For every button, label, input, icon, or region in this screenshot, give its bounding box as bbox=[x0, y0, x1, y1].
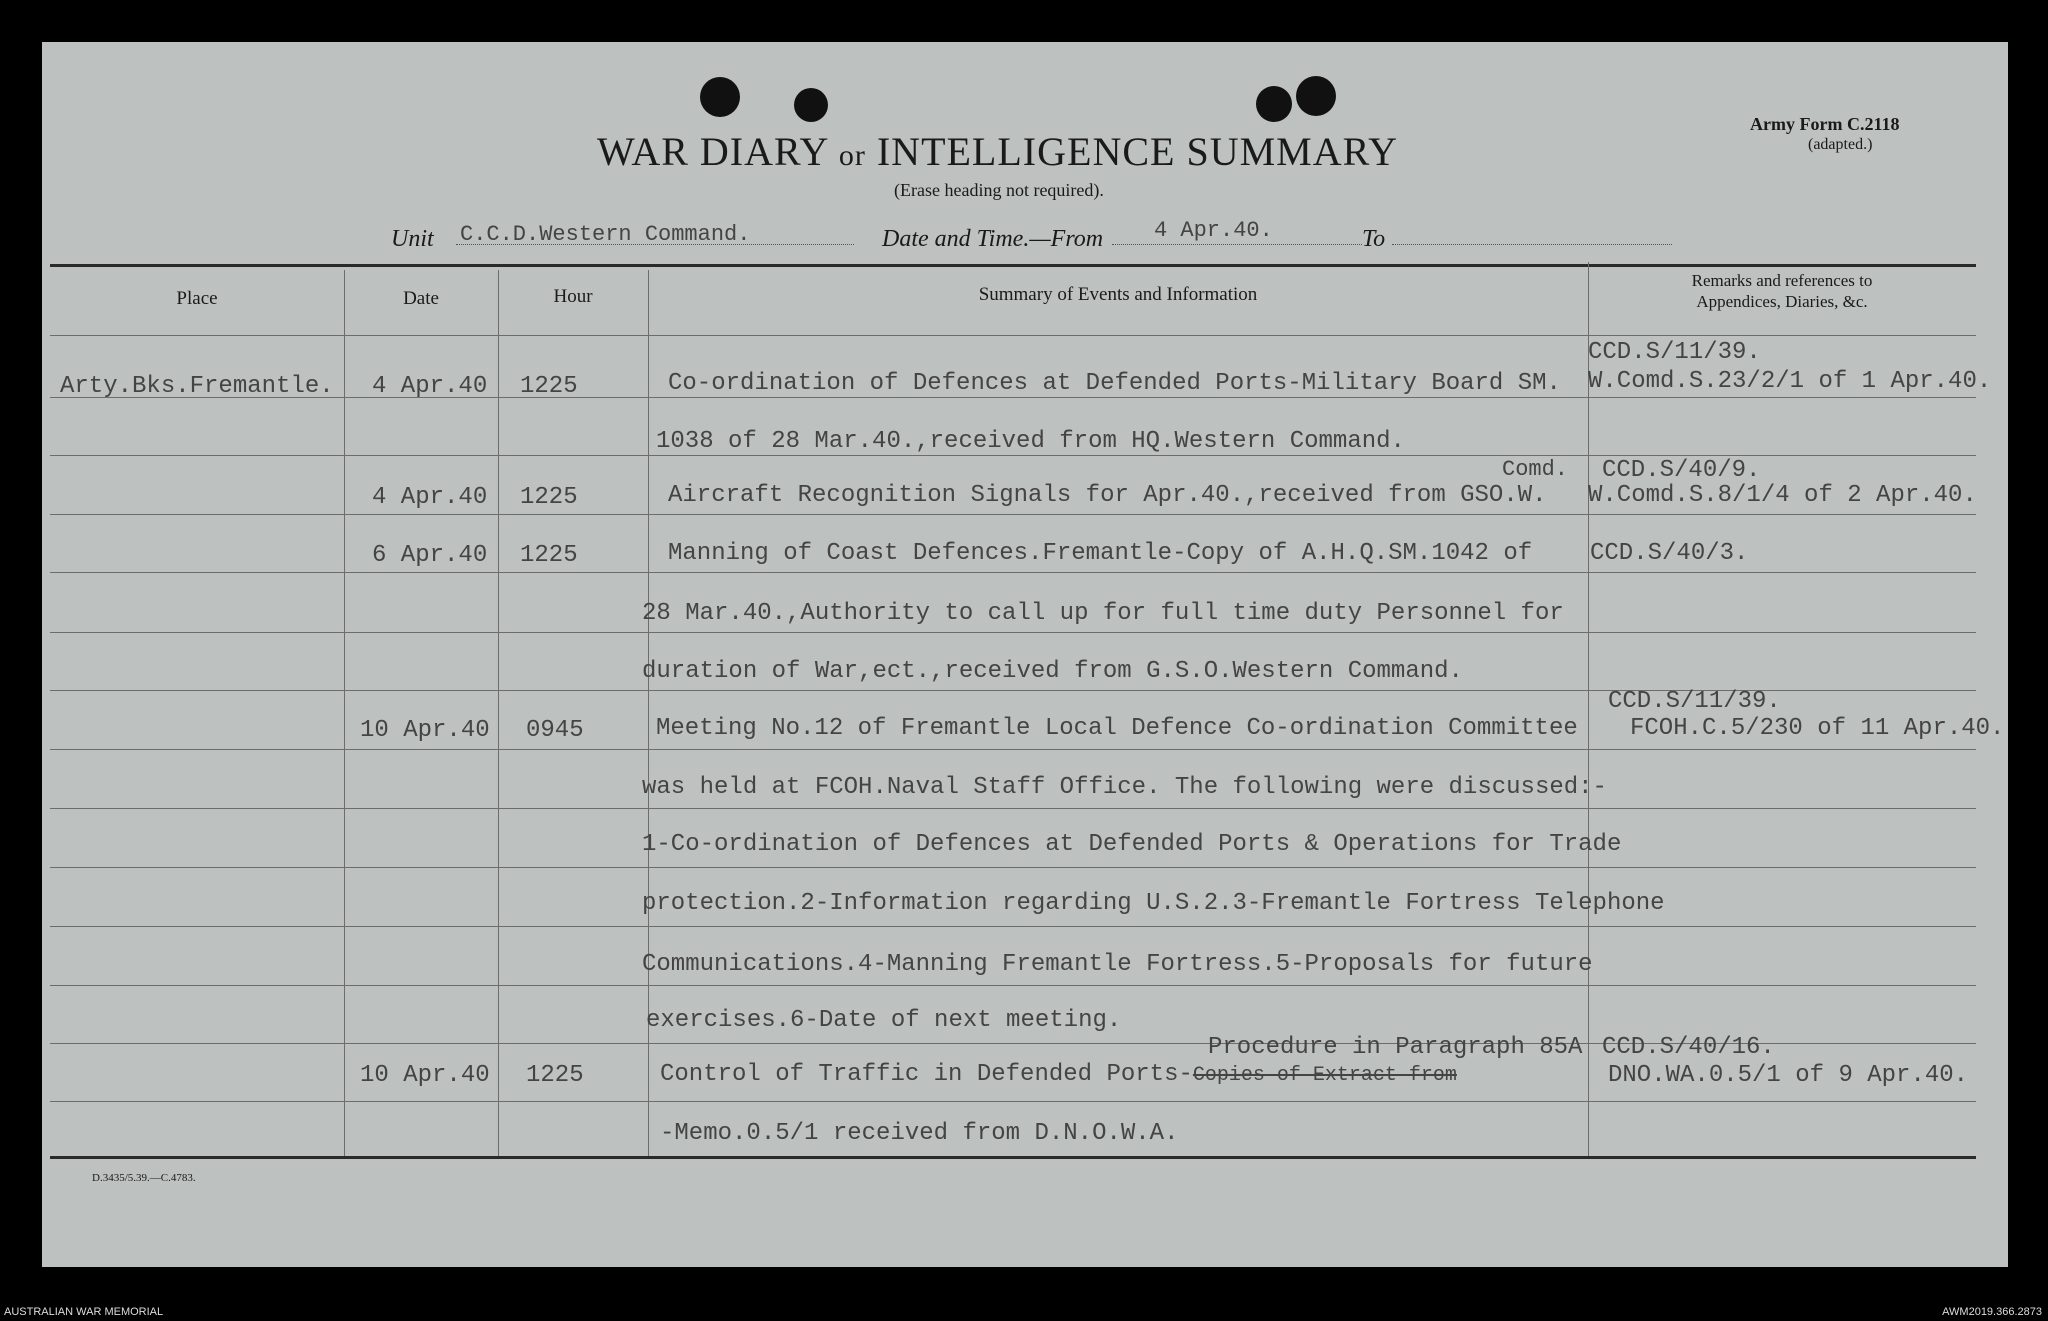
table-bottom-rule bbox=[50, 1156, 1976, 1159]
entry-summary: Aircraft Recognition Signals for Apr.40.,received from GSO.W. bbox=[668, 482, 1547, 509]
punch-hole bbox=[794, 88, 828, 122]
column-header-remarks: Remarks and references to Appendices, Diaries, &c. bbox=[1691, 271, 1873, 311]
row-rule bbox=[50, 632, 1976, 633]
army-form-number: Army Form C.2118 bbox=[1750, 114, 1900, 134]
entry-summary: 1038 of 28 Mar.40.,received from HQ.Western Command. bbox=[656, 428, 1405, 455]
entry-remarks-ref: CCD.S/11/39. bbox=[1588, 339, 1761, 366]
entry-date: 6 Apr.40 bbox=[372, 542, 488, 569]
row-rule bbox=[50, 926, 1976, 927]
unit-label: Unit bbox=[391, 226, 434, 252]
row-rule bbox=[50, 335, 1976, 336]
row-rule bbox=[50, 1101, 1976, 1102]
entry-summary: -Memo.0.5/1 received from D.N.O.W.A. bbox=[660, 1120, 1179, 1147]
column-header-summary: Summary of Events and Information bbox=[978, 284, 1258, 305]
entry-summary: exercises.6-Date of next meeting. bbox=[646, 1007, 1122, 1034]
entry-summary: duration of War,ect.,received from G.S.O.Western Command. bbox=[642, 658, 1463, 685]
date-from-value: 4 Apr.40. bbox=[1154, 218, 1273, 243]
date-from-dotted-line bbox=[1112, 244, 1362, 245]
army-form-note: (adapted.) bbox=[1808, 136, 1873, 153]
entry-hour: 1225 bbox=[520, 542, 578, 569]
punch-hole bbox=[700, 77, 740, 117]
date-to-dotted-line bbox=[1392, 244, 1672, 245]
page-title: WAR DIARY or INTELLIGENCE SUMMARY bbox=[597, 129, 1398, 174]
page-subtitle: (Erase heading not required). bbox=[894, 180, 1104, 200]
entry-summary: protection.2-Information regarding U.S.2.3-Fremantle Fortress Telephone bbox=[642, 890, 1665, 917]
entry-summary-note: Procedure in Paragraph 85A bbox=[1208, 1034, 1583, 1061]
entry-summary: Co-ordination of Defences at Defended Ports-Military Board SM. bbox=[668, 370, 1561, 397]
archive-credit: AUSTRALIAN WAR MEMORIAL bbox=[4, 1306, 164, 1318]
date-to-label: To bbox=[1362, 226, 1386, 252]
entry-remarks: DNO.WA.0.5/1 of 9 Apr.40. bbox=[1608, 1062, 1969, 1089]
struck-text: Copies of Extract from bbox=[1192, 1064, 1457, 1087]
entry-summary: was held at FCOH.Naval Staff Office. The following were discussed:- bbox=[642, 774, 1607, 801]
column-header-date: Date bbox=[403, 288, 439, 309]
row-rule bbox=[50, 985, 1976, 986]
date-label: Date and Time.—From bbox=[882, 226, 1104, 252]
punch-hole bbox=[1256, 86, 1292, 122]
entry-remarks-ref: CCD.S/11/39. bbox=[1608, 688, 1781, 715]
column-divider bbox=[498, 270, 499, 1156]
column-divider bbox=[344, 270, 345, 1156]
row-rule bbox=[50, 514, 1976, 515]
entry-date: 4 Apr.40 bbox=[372, 373, 488, 400]
entry-summary: Manning of Coast Defences.Fremantle-Copy of A.H.Q.SM.1042 of bbox=[668, 540, 1533, 567]
entry-summary: Control of Traffic in Defended Ports-Copies of Extract from bbox=[660, 1061, 1457, 1088]
row-rule bbox=[50, 749, 1976, 750]
entry-summary: Communications.4-Manning Fremantle Fortress.5-Proposals for future bbox=[642, 951, 1593, 978]
row-rule bbox=[50, 808, 1976, 809]
entry-remarks: W.Comd.S.23/2/1 of 1 Apr.40. bbox=[1588, 368, 1992, 395]
column-header-place: Place bbox=[176, 288, 218, 309]
entry-remarks: CCD.S/40/3. bbox=[1590, 540, 1749, 567]
column-header-hour: Hour bbox=[553, 286, 593, 307]
entry-summary-note: Comd. bbox=[1502, 457, 1569, 482]
row-rule bbox=[50, 867, 1976, 868]
entry-hour: 1225 bbox=[526, 1062, 584, 1089]
row-rule bbox=[50, 572, 1976, 573]
entry-hour: 0945 bbox=[526, 717, 584, 744]
print-code: D.3435/5.39.—C.4783. bbox=[92, 1172, 196, 1184]
unit-value: C.C.D.Western Command. bbox=[460, 222, 751, 247]
entry-summary: 28 Mar.40.,Authority to call up for full time duty Personnel for bbox=[642, 600, 1564, 627]
entry-hour: 1225 bbox=[520, 484, 578, 511]
entry-remarks: FCOH.C.5/230 of 11 Apr.40. bbox=[1630, 715, 2005, 742]
entry-remarks-ref: CCD.S/40/9. bbox=[1602, 457, 1761, 484]
table-top-rule bbox=[50, 264, 1976, 267]
entry-date: 4 Apr.40 bbox=[372, 484, 488, 511]
row-rule bbox=[50, 397, 1976, 398]
entry-summary: 1-Co-ordination of Defences at Defended Ports & Operations for Trade bbox=[642, 831, 1622, 858]
entry-remarks: W.Comd.S.8/1/4 of 2 Apr.40. bbox=[1588, 482, 1977, 509]
entry-summary: Meeting No.12 of Fremantle Local Defence Co-ordination Committee bbox=[656, 715, 1578, 742]
entry-date: 10 Apr.40 bbox=[360, 717, 490, 744]
entry-hour: 1225 bbox=[520, 373, 578, 400]
row-rule bbox=[50, 455, 1976, 456]
entry-remarks-ref: CCD.S/40/16. bbox=[1602, 1034, 1775, 1061]
diary-page bbox=[42, 42, 2008, 1267]
archive-reference: AWM2019.366.2873 bbox=[1942, 1306, 2042, 1318]
entry-place: Arty.Bks.Fremantle. bbox=[60, 373, 334, 400]
punch-hole bbox=[1296, 76, 1336, 116]
entry-date: 10 Apr.40 bbox=[360, 1062, 490, 1089]
